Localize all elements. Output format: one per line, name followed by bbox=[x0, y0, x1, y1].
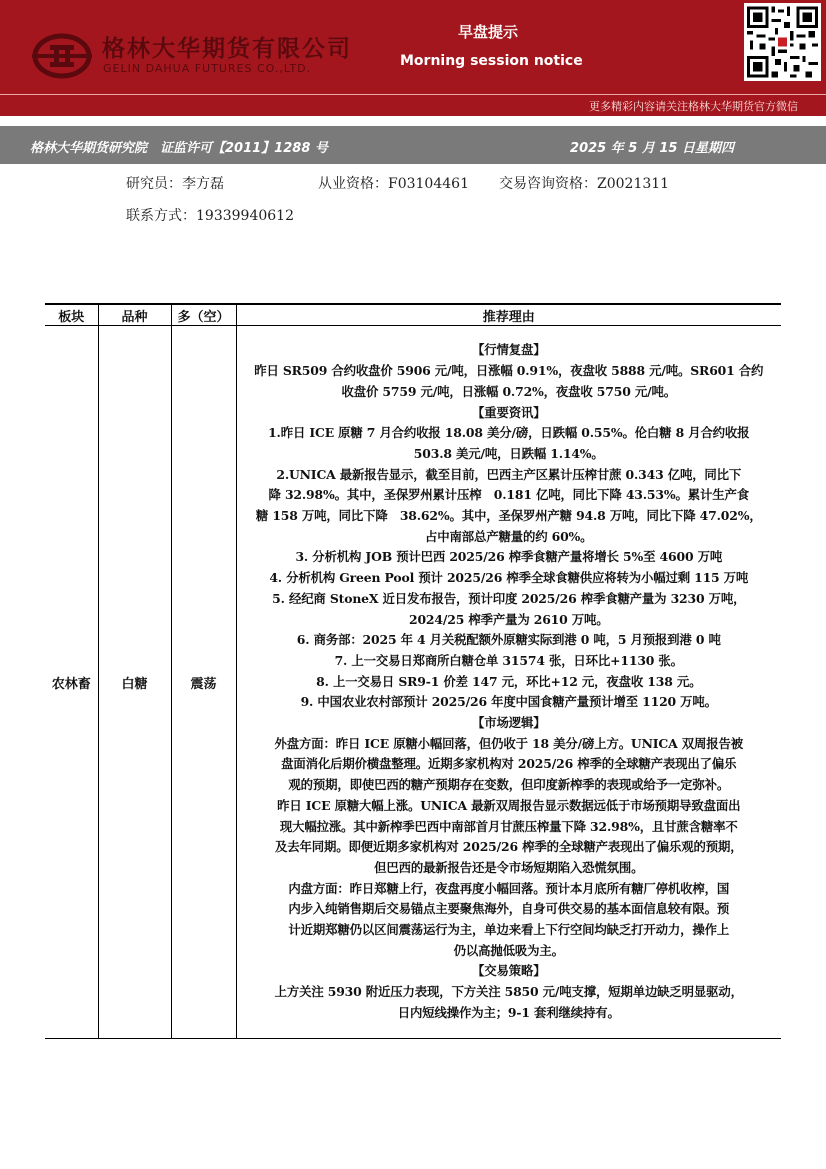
reason-line: 3. 分析机构 JOB 预计巴西 2025/26 榨季食糖产量将增长 5%至 4600 万吨 bbox=[295, 549, 723, 565]
follow-wechat-text: 更多精彩内容请关注格林大华期货官方微信 bbox=[589, 100, 798, 113]
header-banner bbox=[0, 0, 826, 116]
reason-line: 盘面消化后期价横盘整理。近期多家机构对 2025/26 榨季的全球糖产表现出了偏乐 bbox=[281, 756, 737, 772]
reason-line: 收盘价 5759 元/吨，日涨幅 0.72%，夜盘收 5750 元/吨。 bbox=[341, 383, 676, 399]
reason-line: 现大幅拉涨。其中新榨季巴西中南部首月甘蔗压榨量下降 32.98%，且甘蔗含糖率不 bbox=[279, 818, 738, 834]
reason-line: 昨日 ICE 原糖大幅上涨。UNICA 最新双周报告显示数据远低于市场预期导致盘面出 bbox=[277, 797, 741, 813]
cell-reason bbox=[236, 326, 781, 1039]
recommendation-table bbox=[45, 303, 781, 1039]
reason-line: 内步入纯销售期后交易锚点主要聚焦海外，自身可供交易的基本面信息较有限。预 bbox=[288, 901, 730, 917]
reason-line: 及去年同期。即便近期多家机构对 2025/26 榨季的全球糖产表现出了偏乐观的预期， bbox=[275, 839, 743, 855]
header-variety: 品种 bbox=[98, 304, 171, 326]
reason-line: 仍以高抛低吸为主。 bbox=[453, 942, 564, 958]
reason-line: 4. 分析机构 Green Pool 预计 2025/26 榨季全球食糖供应将转为小幅过剩 115 万吨 bbox=[269, 570, 749, 586]
reason-line: 外盘方面：昨日 ICE 原糖小幅回落，但仍收于 18 美分/磅上方。UNICA 双周报告被 bbox=[274, 735, 743, 751]
cell-direction: 震荡 bbox=[171, 326, 236, 1039]
doc-title-en: Morning session notice bbox=[400, 53, 583, 69]
reason-line: 观的预期，即使巴西的糖产预期存在变数，但印度新榨季的表现或给予一定弥补。 bbox=[288, 777, 730, 793]
banner-divider bbox=[0, 94, 826, 95]
reason-line: 占中南部总产糖量的约 60%。 bbox=[425, 528, 593, 544]
wechat-qr-code-icon bbox=[744, 3, 821, 81]
reason-line: 5. 经纪商 StoneX 近日发布报告，预计印度 2025/26 榨季食糖产量为 3230 万吨， bbox=[272, 590, 746, 606]
header-direction: 多（空） bbox=[171, 304, 236, 326]
consult-qualification: 交易咨询资格：Z0021311 bbox=[499, 176, 670, 192]
header-sector: 板块 bbox=[45, 304, 98, 326]
reason-line: 糖 158 万吨，同比下降 38.62%。其中，圣保罗州产糖 94.8 万吨，同比下降 47.02%， bbox=[255, 508, 762, 524]
table-header-row bbox=[45, 304, 781, 326]
company-name-en: GELIN DAHUA FUTURES CO.,LTD. bbox=[103, 62, 312, 75]
contact-info: 联系方式：19339940612 bbox=[126, 208, 294, 224]
reason-line: 上方关注 5930 附近压力表现，下方关注 5850 元/吨支撑，短期单边缺乏明显驱动， bbox=[274, 984, 743, 1000]
reason-line: 8. 上一交易日 SR9-1 价差 147 元，环比+12 元，夜盘收 138 元。 bbox=[316, 673, 702, 689]
practice-qualification: 从业资格：F03104461 bbox=[318, 176, 469, 192]
reason-line: 1.昨日 ICE 原糖 7 月合约收报 18.08 美分/磅，日跌幅 0.55%。伦白糖 8 月合约收报 bbox=[268, 425, 750, 441]
reason-line: 7. 上一交易日郑商所白糖仓单 31574 张，日环比+1130 张。 bbox=[334, 652, 683, 668]
institute-license: 格林大华期货研究院 证监许可【2011】1288 号 bbox=[30, 141, 328, 156]
info-bar bbox=[0, 126, 826, 164]
report-date: 2025 年 5 月 15 日星期四 bbox=[570, 141, 734, 156]
reason-line: 但巴西的最新报告还是令市场短期陷入恐慌氛围。 bbox=[374, 859, 644, 875]
reason-line: 9. 中国农业农村部预计 2025/26 年度中国食糖产量预计增至 1120 万吨。 bbox=[300, 694, 717, 710]
company-name-cn: 格林大华期货有限公司 bbox=[102, 36, 352, 62]
reason-line: 日内短线操作为主；9-1 套利继续持有。 bbox=[397, 1004, 620, 1020]
cell-sector: 农林畜 bbox=[45, 326, 98, 1039]
reason-line: 【行情复盘】 bbox=[472, 342, 546, 358]
reason-line: 计近期郑糖仍以区间震荡运行为主，单边来看上下行空间均缺乏打开动力，操作上 bbox=[288, 922, 730, 938]
reason-line: 503.8 美元/吨，日跌幅 1.14%。 bbox=[413, 445, 604, 461]
header-reason: 推荐理由 bbox=[236, 304, 781, 326]
cell-variety: 白糖 bbox=[98, 326, 171, 1039]
table-row bbox=[45, 326, 781, 1039]
reason-line: 【交易策略】 bbox=[472, 963, 546, 979]
reason-line: 【重要资讯】 bbox=[472, 404, 546, 420]
doc-title-cn: 早盘提示 bbox=[457, 23, 518, 41]
reason-line: 内盘方面：昨日郑糖上行，夜盘再度小幅回落。预计本月底所有糖厂停机收榨，国 bbox=[288, 880, 730, 896]
reason-line: 6. 商务部：2025 年 4 月关税配额外原糖实际到港 0 吨，5 月预报到港 0 吨 bbox=[296, 632, 721, 648]
company-logo-icon bbox=[32, 33, 92, 79]
reason-line: 2024/25 榨季产量为 2610 万吨。 bbox=[408, 611, 609, 627]
reason-line: 2.UNICA 最新报告显示，截至目前，巴西主产区累计压榨甘蔗 0.343 亿吨，同比下 bbox=[276, 466, 742, 482]
researcher-name: 研究员：李方磊 bbox=[126, 176, 224, 192]
reason-line: 昨日 SR509 合约收盘价 5906 元/吨，日涨幅 0.91%，夜盘收 5888 元/吨。SR601 合约 bbox=[254, 363, 764, 379]
reason-line: 【市场逻辑】 bbox=[472, 715, 546, 731]
reason-line: 降 32.98%。其中，圣保罗州累计压榨 0.181 亿吨，同比下降 43.53%。累计生产食 bbox=[268, 487, 749, 503]
